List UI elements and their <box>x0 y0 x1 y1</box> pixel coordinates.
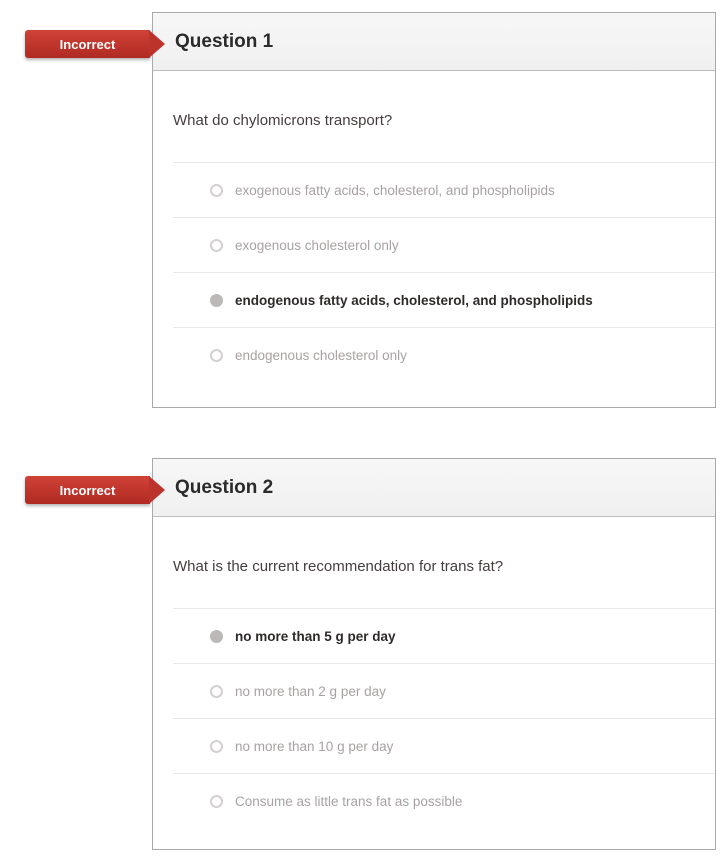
answer-option[interactable] <box>173 272 715 327</box>
radio-icon[interactable] <box>210 685 223 698</box>
radio-icon[interactable] <box>210 795 223 808</box>
answer-option-label: endogenous cholesterol only <box>235 347 407 363</box>
question-card-1 <box>59 12 716 408</box>
radio-icon[interactable] <box>210 630 223 643</box>
answer-option-label: no more than 10 g per day <box>235 738 394 754</box>
answer-option[interactable] <box>173 327 715 382</box>
answer-option[interactable] <box>173 718 715 773</box>
answer-option-label: Consume as little trans fat as possible <box>235 793 463 809</box>
answer-option[interactable] <box>173 162 715 217</box>
question-title: Question 2 <box>175 476 274 498</box>
answer-options <box>173 162 715 382</box>
radio-icon[interactable] <box>210 740 223 753</box>
answer-option-label: no more than 2 g per day <box>235 683 386 699</box>
question-prompt: What is the current recommendation for trans fat? <box>173 558 504 575</box>
answer-option[interactable] <box>173 773 715 828</box>
answer-option[interactable] <box>173 217 715 272</box>
answer-option-label: endogenous fatty acids, cholesterol, and phospholipids <box>235 292 593 308</box>
incorrect-status-flag: Incorrect <box>25 476 150 504</box>
question-title: Question 1 <box>175 30 274 52</box>
answer-option[interactable] <box>173 663 715 718</box>
question-header <box>153 459 715 517</box>
question-prompt: What do chylomicrons transport? <box>173 112 393 129</box>
radio-icon[interactable] <box>210 184 223 197</box>
incorrect-status-flag: Incorrect <box>25 30 150 58</box>
question-header <box>153 13 715 71</box>
answer-option-label: exogenous fatty acids, cholesterol, and phospholipids <box>235 182 555 198</box>
answer-option-label: exogenous cholesterol only <box>235 237 399 253</box>
answer-option-label: no more than 5 g per day <box>235 628 396 644</box>
answer-option[interactable] <box>173 608 715 663</box>
question-card-2 <box>59 458 716 850</box>
radio-icon[interactable] <box>210 349 223 362</box>
answer-options <box>173 608 715 828</box>
radio-icon[interactable] <box>210 294 223 307</box>
radio-icon[interactable] <box>210 239 223 252</box>
